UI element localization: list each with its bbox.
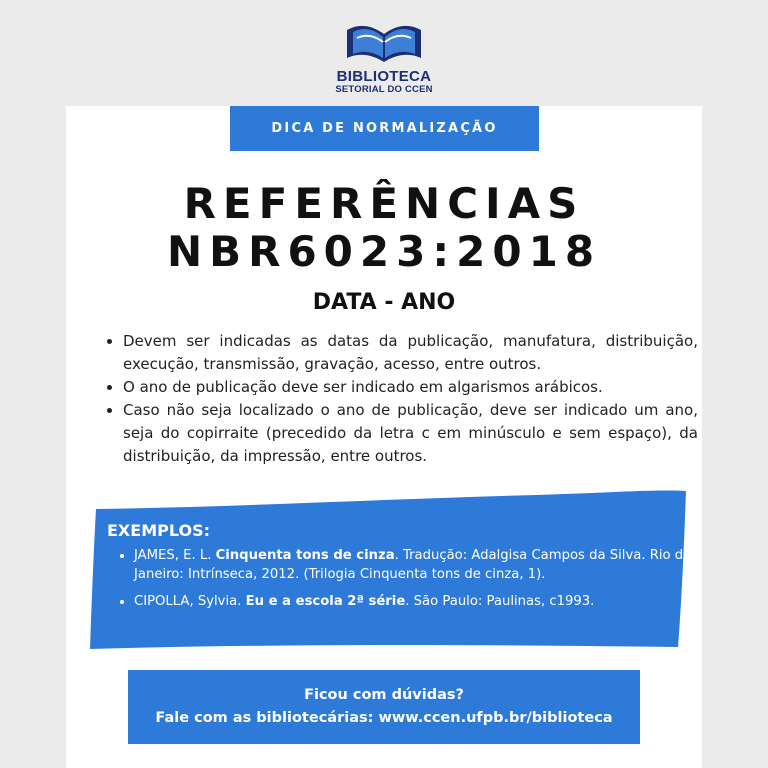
example-book-title: Eu e a escola 2ª série	[245, 594, 406, 609]
footer-contact: Fale com as bibliotecárias: www.ccen.ufpb.br/biblioteca	[155, 710, 613, 726]
rules-list	[104, 330, 698, 468]
example-item	[134, 592, 694, 611]
example-author: JAMES, E. L.	[134, 548, 216, 563]
examples-list	[116, 546, 694, 619]
page-title-line1: REFERÊNCIAS	[183, 179, 585, 228]
rule-item: • O ano de publicação deve ser indicado em algarismos arábicos.	[123, 376, 698, 399]
section-subtitle: DATA - ANO	[312, 290, 456, 315]
example-details: . Tradução: Adalgisa Campos da Silva. Rio de Janeiro: Intrínseca, 2012. (Trilogia Cinquenta tons de cinza, 1).	[134, 548, 692, 582]
rule-item: • Caso não seja localizado o ano de publicação, deve ser indicado um ano, seja do copirraite (precedido da letra c em minúsculo e sem espaço), da distribuição, da impressão, entre outros.	[123, 399, 698, 468]
contact-footer	[128, 670, 640, 744]
example-book-title: Cinquenta tons de cinza	[215, 548, 395, 563]
examples-title: EXEMPLOS:	[107, 521, 210, 540]
page-title-line2: NBR6023:2018	[166, 227, 602, 276]
example-author: CIPOLLA, Sylvia.	[134, 594, 246, 609]
open-book-icon	[343, 18, 425, 68]
rule-item: • Devem ser indicadas as datas da publicação, manufatura, distribuição, execução, transmissão, gravação, acesso, entre outros.	[123, 330, 698, 376]
footer-question: Ficou com dúvidas?	[304, 687, 464, 703]
category-tag: DICA DE NORMALIZAÇÃO	[230, 106, 539, 151]
logo-title: BIBLIOTECA	[336, 68, 432, 85]
example-details: . São Paulo: Paulinas, c1993.	[405, 594, 595, 609]
logo-subtitle: SETORIAL DO CCEN	[335, 84, 433, 95]
library-logo	[330, 18, 438, 100]
example-item	[134, 546, 694, 584]
